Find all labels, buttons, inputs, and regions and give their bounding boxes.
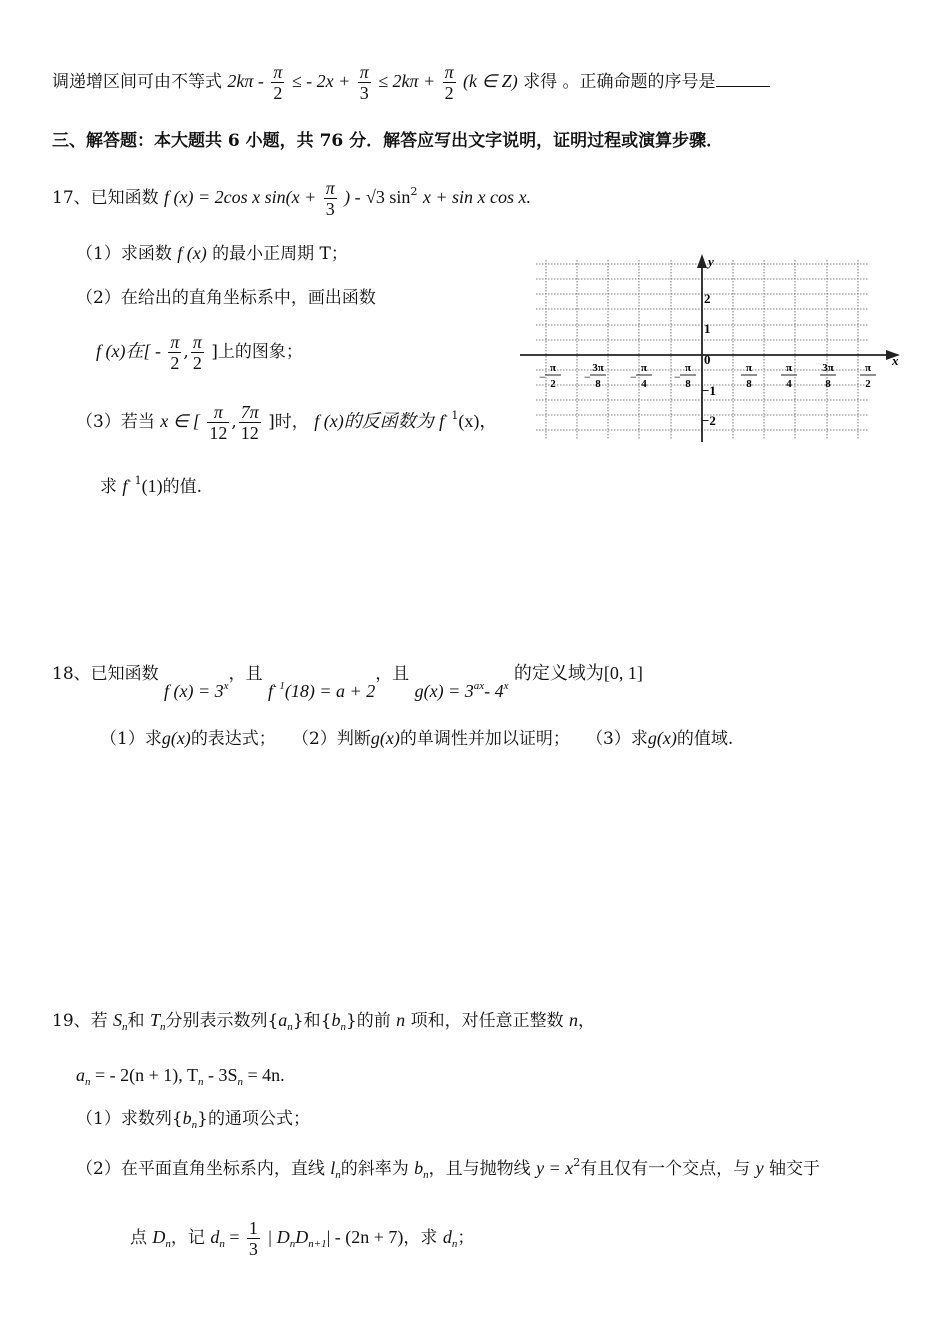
top-frac-pi-3: $\frac{\pi}{3}$ — [359, 62, 369, 103]
q17-p2-frac-a: $\frac{\pi}{2}$ — [170, 332, 180, 373]
q17-p3-inv: - 1 — [444, 409, 459, 422]
q18-p2: （2）判断 — [292, 729, 371, 749]
q18-parts — [100, 727, 733, 750]
top-formula-c: ≤ 2kπ + — [378, 71, 436, 91]
q18-sep2: ，且 — [375, 664, 410, 684]
x-tick-sign: − — [674, 370, 681, 384]
x-tick-num: 3π — [822, 362, 834, 374]
x-tick-sign: − — [584, 370, 591, 384]
q17-ask-f: f — [122, 476, 128, 496]
x-tick-label — [674, 362, 696, 390]
x-tick-den: 2 — [865, 378, 871, 390]
q17-p3-fx: f (x)的反函数为 — [314, 411, 434, 431]
q19-formula: $a_n$ = - 2(n + 1), $T_n - 3S_n = 4n$. — [76, 1065, 285, 1088]
x-tick-den: 2 — [550, 378, 556, 390]
x-tick-num: π — [684, 362, 692, 374]
q18-p2-g: g(x) — [370, 728, 400, 748]
q17-ask-inv: - 1 — [127, 474, 142, 487]
q17-ask-post: 的值. — [162, 477, 203, 497]
answer-blank — [716, 70, 770, 87]
y-axis-arrow — [697, 254, 707, 268]
top-text-pre: 调递增区间可由不等式 — [52, 72, 222, 92]
top-formula-a: 2kπ - — [227, 71, 264, 91]
x-tick-label — [630, 362, 652, 390]
x-tick-sign: − — [539, 370, 546, 384]
x-tick-label — [781, 362, 797, 390]
coordinate-grid — [516, 250, 906, 448]
x-tick-num: 3π — [592, 362, 604, 374]
x-tick-den: 4 — [641, 378, 647, 390]
q17-p3-pre: （3）若当 — [76, 412, 155, 432]
x-tick-num: π — [864, 362, 872, 374]
q18-p1-post: 的表达式； — [190, 729, 276, 749]
q17-p3-arg: (x)， — [458, 411, 498, 431]
q19-stem: 19、若 $S_n$和 $T_n$分别表示数列$\{a_n\}$和$\{b_n\}$的前 n 项和，对任意正整数 n， — [52, 1010, 595, 1033]
y-axis-label: y — [708, 254, 714, 269]
q17-p1-pre: （1）求函数 — [76, 244, 172, 264]
q17-p1-post: 的最小正周期 T； — [212, 244, 348, 264]
y-tick-label: −2 — [702, 413, 716, 428]
x-tick-label — [741, 362, 757, 390]
q17-sq: 2 — [410, 185, 418, 198]
q19-part2-cont: 点 $D_n$，记 $d_n$ = $\frac{1}{3}$ | $D_nD_{n+1}| - (2n + 7)$，求 $d_n$； — [130, 1218, 475, 1259]
top-line — [52, 62, 770, 103]
section-heading: 三、解答题：本大题共 6 小题，共 76 分．解答应写出文字说明，证明过程或演算步骤． — [52, 131, 724, 151]
y-tick-label: 2 — [704, 291, 711, 306]
q18-p2-post: 的单调性并加以证明； — [399, 729, 570, 749]
q18-p1-g: g(x) — [161, 728, 191, 748]
q19-part2: （2）在平面直角坐标系内，直线 $l_n$的斜率为 $b_n$，且与抛物线 $y = x^2$有且仅有一个交点，与 y 轴交于 — [76, 1156, 820, 1181]
q17-part1 — [76, 242, 348, 265]
q17-formula-a: f (x) = 2cos x sin(x + — [164, 187, 317, 207]
q17-p3-frac-b: $\frac{7\pi}{12}$ — [240, 402, 259, 443]
q17-p3-x: x ∈ [ — [160, 411, 200, 431]
x-tick-label — [584, 362, 606, 390]
top-frac-pi-2: $\frac{\pi}{2}$ — [273, 62, 283, 103]
q19-part1: （1）求数列$\{b_n\}$的通项公式； — [76, 1108, 310, 1131]
q17-p3-frac-a: $\frac{\pi}{12}$ — [209, 402, 228, 443]
top-frac-pi-2b: $\frac{\pi}{2}$ — [444, 62, 454, 103]
x-tick-num: π — [745, 362, 753, 374]
top-text-post: 求得 。正确命题的序号是 — [523, 72, 716, 92]
q17-part2-line2 — [96, 332, 303, 373]
x-tick-den: 8 — [685, 378, 691, 390]
q17-formula-c: √3 sin — [366, 187, 411, 207]
q17-ask-val: (1) — [141, 476, 163, 496]
y-tick-label: 1 — [704, 321, 711, 336]
origin-label: 0 — [704, 352, 711, 367]
q17-number: 17、已知函数 — [52, 188, 159, 208]
q18-p1: （1）求 — [100, 729, 162, 749]
x-tick-num: π — [640, 362, 648, 374]
q17-p2-post: ]上的图象； — [211, 342, 303, 362]
x-tick-num: π — [549, 362, 557, 374]
q18-p3: （3）求 — [586, 729, 648, 749]
q17-ask: 求 — [100, 477, 117, 497]
q17-p2-frac-b: $\frac{\pi}{2}$ — [192, 332, 202, 373]
q18-p3-post: 的值域. — [676, 729, 734, 749]
q17-part2-line1: （2）在给出的直角坐标系中，画出函数 — [76, 288, 376, 308]
q19-frac-1-3: $\frac{1}{3}$ — [248, 1218, 258, 1259]
x-tick-den: 8 — [746, 378, 752, 390]
q18-stem — [52, 657, 643, 701]
q17-p3-mid: ]时， — [268, 412, 309, 432]
top-formula-d: (k ∈ Z) — [463, 71, 518, 91]
x-tick-label — [539, 362, 561, 390]
q18-g: $g(x) = 3^{ax}-$ 4$^x$ — [414, 680, 509, 701]
q18-p3-g: g(x) — [647, 728, 677, 748]
q18-sep1: ，且 — [228, 664, 263, 684]
x-tick-den: 4 — [786, 378, 792, 390]
q17-stem — [52, 178, 531, 219]
q17-part3: （3）若当 x ∈ [ $\frac{\pi}{12}$ , $\frac{7\pi}{12}$ ]时， f (x)的反函数为 $f^{- 1}(x)$， — [76, 402, 498, 443]
q17-p1-fx: f (x) — [177, 243, 207, 263]
x-axis-label: x — [892, 353, 899, 368]
x-tick-label — [820, 362, 836, 390]
x-tick-den: 8 — [825, 378, 831, 390]
x-tick-sign: − — [630, 370, 637, 384]
q17-formula-b: ) - — [344, 187, 361, 207]
q17-frac-pi-3: $\frac{\pi}{3}$ — [325, 178, 335, 219]
q18-post: 的定义域为[0, 1] — [513, 663, 643, 683]
q18-number: 18、已知函数 — [52, 664, 159, 684]
q17-formula-d: x + sin x cos x. — [422, 187, 531, 207]
x-tick-den: 8 — [595, 378, 601, 390]
q17-p2-fx: f (x)在[ - — [96, 341, 161, 361]
x-tick-label — [860, 362, 876, 390]
q18-f1: f $(x) = 3^x$ — [164, 680, 229, 701]
y-tick-label: −1 — [702, 383, 716, 398]
q17-p2-comma: , — [183, 342, 189, 362]
q18-f2: $f^{- 1}(18) = a + 2$ — [267, 680, 376, 701]
x-tick-num: π — [785, 362, 793, 374]
q17-part3-ask — [100, 470, 202, 498]
q17-p3-finv: f — [439, 411, 445, 431]
top-formula-b: ≤ - 2x + — [291, 71, 351, 91]
